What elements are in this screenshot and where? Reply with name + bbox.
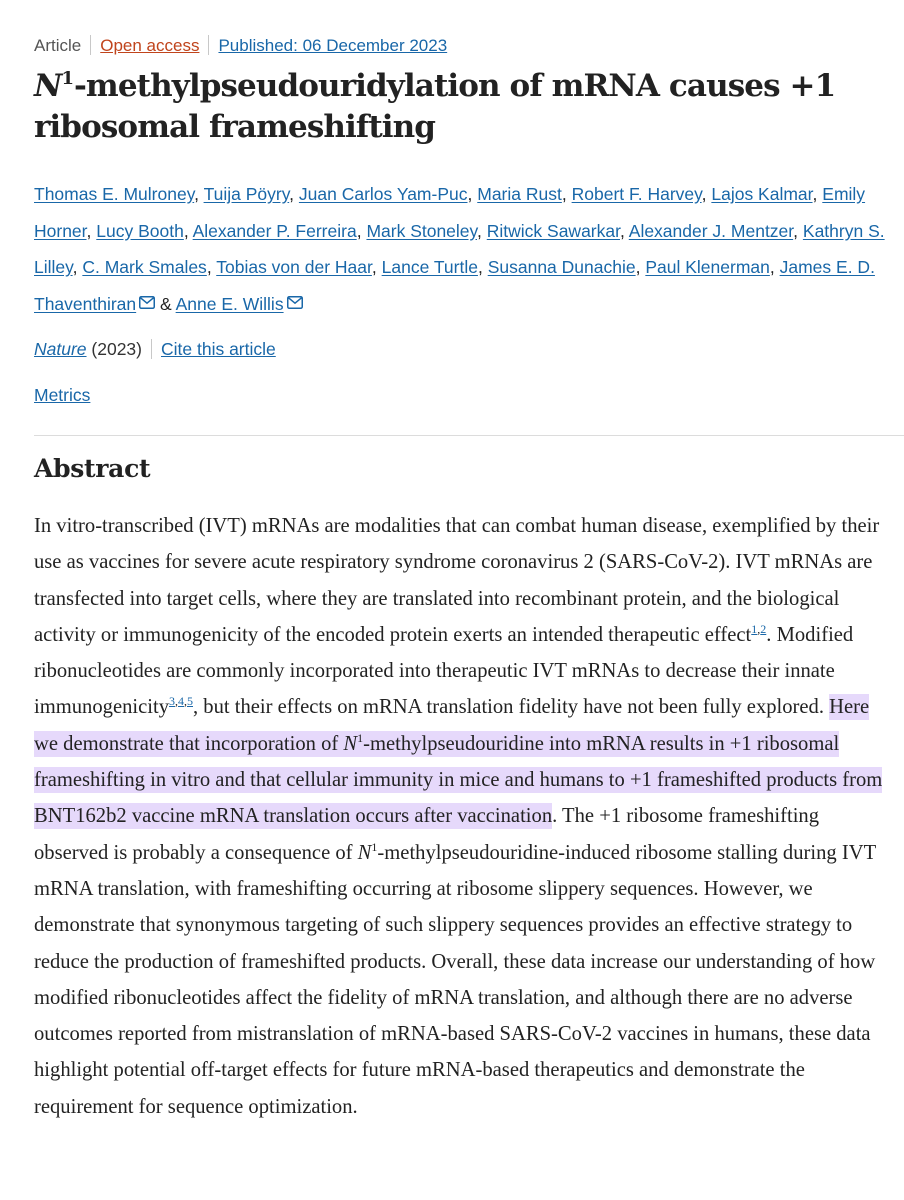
author-link[interactable]: Susanna Dunachie: [487, 257, 636, 277]
author-link[interactable]: Juan Carlos Yam-Puc: [298, 184, 468, 204]
author-link[interactable]: Anne E. Willis: [175, 293, 284, 314]
author-separator: ,: [793, 220, 799, 241]
abstract-sentence: , but their effects on mRNA translation fidelity have not been fully explored.: [193, 696, 830, 719]
author-separator: ,: [635, 257, 641, 277]
cite-article-link[interactable]: Cite this article: [161, 339, 276, 359]
citation-separator: [151, 339, 152, 359]
open-access-link[interactable]: Open access: [100, 36, 200, 55]
author-link[interactable]: Thomas E. Mulroney: [34, 184, 195, 204]
article-type: Article: [34, 36, 82, 55]
journal-link[interactable]: Nature: [34, 339, 87, 359]
author-separator: ,: [86, 220, 92, 241]
author-separator: ,: [477, 257, 483, 277]
author-link[interactable]: Tobias von der Haar: [216, 257, 372, 277]
title-superscript: 1: [61, 68, 74, 89]
abstract-sentence: -methylpseudouridine-induced ribosome stalling during IVT mRNA translation, with frameshifting occurring at ribosome slippery sequences. However, we demonstrate that synonymous targeting of such slippery sequences provides an effective strategy to reduce the production of frameshifted products. Overall, these data increase our understanding of how modified ribonucleotides affect the fidelity of mRNA translation, and although there are no adverse outcomes reported from mistranslation of mRNA-based SARS-CoV-2 vaccines in humans, these data highlight potential off-target effects for future mRNA-based therapeutics and demonstrate the requirement for sequence optimization.: [34, 841, 876, 1118]
reference-link[interactable]: 3: [169, 694, 175, 709]
reference-group: 3,4,5: [169, 694, 193, 709]
section-divider: [34, 435, 904, 436]
author-separator: ,: [206, 257, 212, 277]
title-text: -methylpseudouridylation of mRNA causes +1 ribosomal frameshifting: [34, 68, 836, 145]
author-link[interactable]: C. Mark Smales: [82, 257, 207, 277]
author-separator: ,: [72, 257, 78, 277]
author-separator: ,: [289, 184, 295, 204]
reference-link[interactable]: 5: [187, 694, 193, 709]
author-link[interactable]: Alexander P. Ferreira: [192, 220, 357, 241]
author-separator: ,: [467, 184, 473, 204]
author-link[interactable]: Mark Stoneley: [366, 220, 477, 241]
author-link[interactable]: Maria Rust: [477, 184, 562, 204]
highlight-part: Here we demonstrate that incorporation of: [34, 696, 870, 755]
author-separator: ,: [619, 220, 625, 241]
author-link[interactable]: Tuija Pöyry: [203, 184, 290, 204]
author-link[interactable]: Lance Turtle: [381, 257, 478, 277]
author-link[interactable]: Alexander J. Mentzer: [628, 220, 794, 241]
author-link[interactable]: Ritwick Sawarkar: [486, 220, 620, 241]
metrics-link[interactable]: Metrics: [34, 385, 91, 405]
author-list: [34, 176, 894, 322]
reference-group: 1,2: [751, 621, 767, 636]
abstract-sentence: In vitro-transcribed (IVT) mRNAs are modalities that can combat human disease, exemplified by their use as vaccines for severe acute respiratory syndrome coronavirus 2 (SARS-CoV-2). IVT mRNAs are transfected into target cells, where they are translated into recombinant protein, and the biological activity or immunogenicity of the encoded protein exerts an intended therapeutic effect: [34, 515, 880, 646]
author-link[interactable]: Kathryn S. Lilley: [34, 220, 885, 277]
abstract-heading: Abstract: [34, 454, 151, 483]
abstract-sentence: . The +1 ribosome frameshifting observed is probably a consequence of: [34, 805, 820, 864]
abstract-text: [34, 508, 896, 1125]
citation-row: [34, 337, 276, 361]
author-link[interactable]: Lajos Kalmar: [711, 184, 813, 204]
author-separator: ,: [701, 184, 707, 204]
author-separator: ,: [477, 220, 482, 241]
author-separator: ,: [812, 184, 818, 204]
highlight-italic-n: N: [343, 732, 358, 755]
author-link[interactable]: Lucy Booth: [96, 220, 184, 241]
publication-year: (2023): [91, 339, 142, 359]
highlight-part: -methylpseudouridine into mRNA results in +1 ribosomal frameshifting in vitro and that cellular immunity in mice and humans to +1 frameshifted products from BNT162b2 vaccine mRNA translation occurs after vaccination: [34, 732, 883, 828]
author-separator: ,: [561, 184, 567, 204]
author-separator: ,: [371, 257, 377, 277]
author-link[interactable]: Paul Klenerman: [645, 257, 770, 277]
reference-link[interactable]: 1: [751, 621, 758, 636]
abstract-italic-n: N: [357, 841, 372, 864]
reference-link[interactable]: 2: [760, 621, 767, 636]
author-link[interactable]: Emily Horner: [34, 184, 866, 241]
author-link[interactable]: Robert F. Harvey: [571, 184, 702, 204]
author-separator: ,: [194, 184, 200, 204]
highlight-superscript: 1: [357, 730, 364, 745]
author-conjunction: &: [160, 293, 172, 314]
article-meta: [34, 34, 447, 58]
title-n: N: [34, 68, 62, 104]
meta-separator: [90, 35, 91, 55]
meta-separator: [208, 35, 209, 55]
reference-link[interactable]: 4: [178, 694, 184, 709]
author-separator: ,: [769, 257, 775, 277]
envelope-icon[interactable]: [139, 296, 155, 309]
envelope-icon[interactable]: [287, 296, 303, 309]
author-separator: ,: [183, 220, 189, 241]
published-date-link[interactable]: Published: 06 December 2023: [218, 36, 448, 55]
author-link[interactable]: James E. D. Thaventhiran: [34, 257, 875, 314]
article-title: [34, 66, 884, 148]
abstract-superscript: 1: [371, 839, 378, 854]
abstract-sentence: . Modified ribonucleotides are commonly incorporated into therapeutic IVT mRNAs to decrease their innate immunogenicity: [34, 623, 854, 719]
author-separator: ,: [356, 220, 362, 241]
